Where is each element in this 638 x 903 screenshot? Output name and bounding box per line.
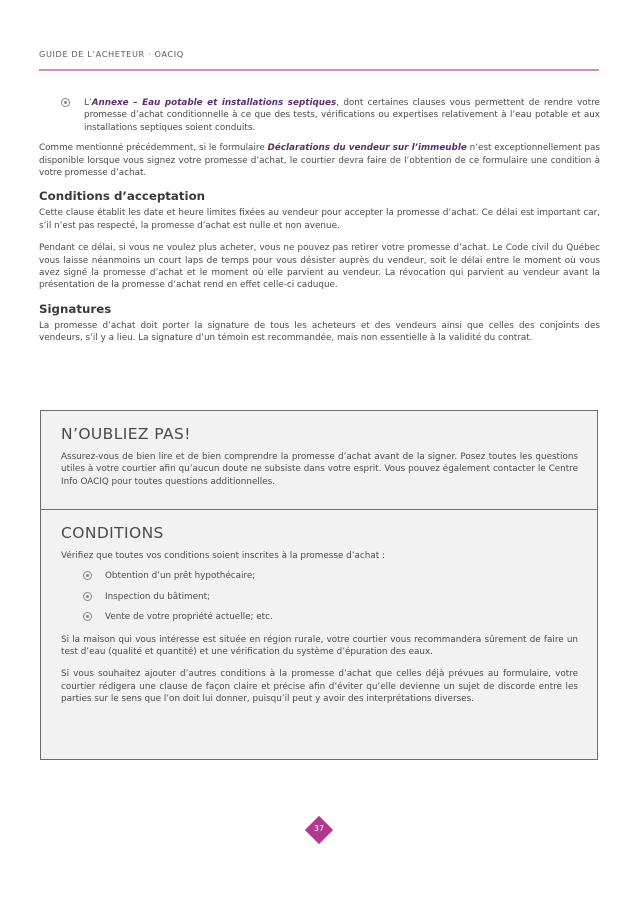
- condition-item: [61, 591, 578, 603]
- condition-item: [61, 611, 578, 623]
- conditions-box-title: CONDITIONS: [61, 524, 164, 542]
- intro-prefix: L’: [84, 98, 92, 108]
- signatures-heading: Signatures: [39, 301, 112, 316]
- running-header: GUIDE DE L’ACHETEUR · OACIQ: [39, 49, 184, 59]
- conditions-acceptation-para-1: Cette clause établit les date et heure limites fixées au vendeur pour accepter la promesse d’achat. Ce délai est important car, s’il n’est pas respecté, la promesse d’achat est nulle et non avenue.: [39, 208, 600, 231]
- condition-item-label: Inspection du bâtiment;: [105, 591, 211, 602]
- declarations-form-reference: Déclarations du vendeur sur l’immeuble: [267, 143, 467, 154]
- radio-bullet-icon: [83, 612, 92, 621]
- intro-text: , dont certaines clauses vous permettent de rendre votre promesse d’achat conditionnelle à ce que des tests, vérifications ou expertises relativement à l’eau potable et aux installations septiques soient conduits.: [84, 98, 600, 133]
- radio-bullet-icon: [83, 592, 92, 601]
- header-rule: [39, 69, 599, 71]
- reminder-box: [40, 410, 598, 510]
- reminder-box-title: N’OUBLIEZ PAS!: [61, 425, 191, 443]
- page-number-badge: [305, 816, 333, 844]
- condition-item-label: Obtention d’un prêt hypothécaire;: [105, 571, 256, 582]
- conditions-acceptation-heading: Conditions d’acceptation: [39, 189, 206, 204]
- radio-bullet-icon: [61, 98, 70, 107]
- declarations-paragraph: [39, 142, 600, 179]
- radio-bullet-icon: [83, 571, 92, 580]
- intro-bullet-text: [84, 97, 600, 134]
- condition-item: [61, 570, 578, 582]
- conditions-acceptation-para-2: Pendant ce délai, si vous ne voulez plus acheter, vous ne pouvez pas retirer votre promesse d’achat. Le Code civil du Québec vous laisse néanmoins un court laps de temps pour vous désister auprès du vendeur, soit le délai entre le moment où vous avez signé la promesse d’achat et le moment où elle parvient au vendeur. La révocation qui parvient au vendeur avant la présentation de la promesse d’achat rend en effet celle-ci caduque.: [39, 243, 600, 291]
- declarations-before: Comme mentionné précédemment, si le formulaire: [39, 143, 268, 154]
- conditions-box-intro: Vérifiez que toutes vos conditions soient inscrites à la promesse d’achat :: [61, 551, 385, 561]
- page-number: 37: [313, 824, 325, 833]
- annexe-reference: Annexe – Eau potable et installations septiques: [91, 98, 337, 108]
- condition-item-label: Vente de votre propriété actuelle; etc.: [105, 612, 273, 623]
- conditions-box: [40, 510, 598, 760]
- declarations-after: n’est exceptionnellement pas disponible lorsque vous signez votre promesse d’achat, le courtier devra faire de l’obtention de ce formulaire une condition à votre promesse d’achat.: [39, 143, 600, 179]
- signatures-paragraph: La promesse d’achat doit porter la signature de tous les acheteurs et des vendeurs ainsi que celles des conjoints des vendeurs, s’il y a lieu. La signature d’un témoin est recommandée, mais non essentielle à la validité du contrat.: [39, 320, 600, 344]
- conditions-box-para-2: Si vous souhaitez ajouter d’autres conditions à la promesse d’achat que celles déjà prévues au formulaire, votre courtier rédigera une clause de façon claire et précise afin d’éviter qu’elle devienne un sujet de discorde entre les parties sur le sens que l’on doit lui donner, puisqu’il peut y avoir des interprétations diverses.: [61, 669, 578, 705]
- main-content: [39, 97, 600, 345]
- reminder-box-text: Assurez-vous de bien lire et de bien comprendre la promesse d’achat avant de la signer. Posez toutes les questions utiles à votre courtier afin qu’aucun doute ne subsiste dans votre esprit. Vous pouvez également contacter le Centre Info OACIQ pour toutes questions additionnelles.: [61, 452, 578, 487]
- conditions-box-para-1: Si la maison qui vous intéresse est située en région rurale, votre courtier vous recommandera sûrement de faire un test d’eau (qualité et quantité) et une vérification du système d’épuration des eaux.: [61, 634, 578, 658]
- intro-bullet: [39, 97, 600, 134]
